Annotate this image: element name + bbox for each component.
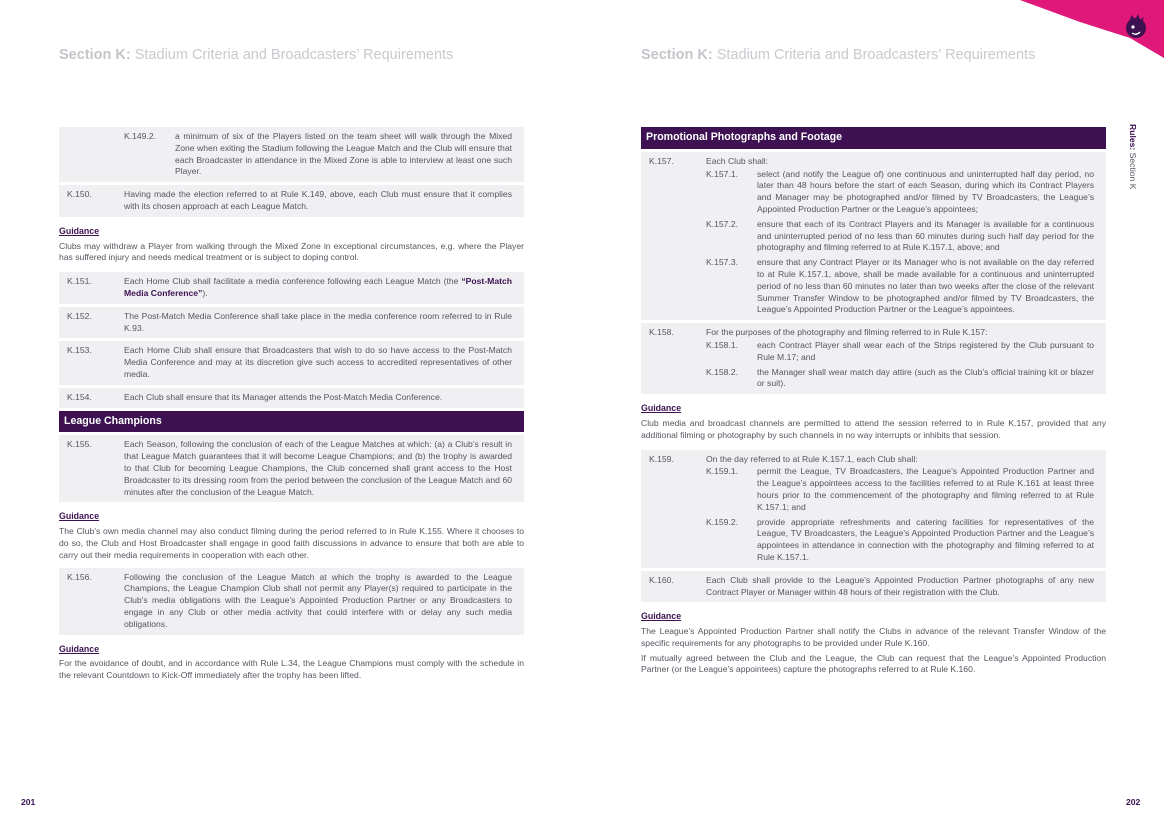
rule-k150: K.150. Having made the election referred to at Rule K.149, above, each Club must ensure that it complies with its chosen approach at each League Match. bbox=[59, 185, 524, 217]
rule-k154: K.154. Each Club shall ensure that its Manager attends the Post-Match Media Conference. bbox=[59, 388, 524, 408]
rule-k159: K.159. On the day referred to at Rule K.157.1, each Club shall: K.159.1. permit the League, TV Broadcasters, the League’s Appointed Production Partner and the League’s appointees access to the facilities referred to at Rule K.161 at least three hours prior to the commencement of the photography and filming referred to at Rule K.157.1; and K.159.2. provide appropriate refreshments and catering facilities for representatives of the League, TV Broadcasters, the League’s Appointed Production Partner and the League’s appointees in attendance in connection with the photography and filming referred to at Rule K.157.1. bbox=[641, 450, 1106, 568]
guidance-heading: Guidance bbox=[59, 225, 100, 236]
page-number-left: 201 bbox=[21, 797, 36, 807]
league-champions-header: League Champions bbox=[59, 411, 524, 433]
rule-k158: K.158. For the purposes of the photography and filming referred to in Rule K.157: K.158.1. each Contract Player shall wear each of the Strips registered by the Club pursuant to Rule M.17; and K.158.2. the Manager shall wear match day attire (such as the Club’s official training kit or blazer or suit). bbox=[641, 323, 1106, 394]
section-title-right: Section K: Stadium Criteria and Broadcasters’ Requirements bbox=[641, 47, 1036, 63]
side-label-rest: Section K bbox=[1128, 152, 1138, 190]
promo-header: Promotional Photographs and Footage bbox=[641, 127, 1106, 149]
guidance-text: The League’s Appointed Production Partner shall notify the Clubs in advance of the relevant Transfer Window of the specific requirements for any photographs to be provided under Rule K.160. bbox=[641, 626, 1106, 648]
side-label-bold: Rules: bbox=[1128, 124, 1138, 151]
rule-k149-2: K.149.2. a minimum of six of the Players listed on the team sheet will walk through the Mixed Zone when exiting the Stadium following the League Match and the Club will ensure that each Broadcaster in attendance in the Mixed Zone is able to interview at least one such Player. bbox=[59, 127, 524, 182]
guidance-text: Club media and broadcast channels are permitted to attend the session referred to in Rule K.157, provided that any additional filming or photography by such channels in no way interrupts or inhibits that session. bbox=[641, 417, 1106, 440]
right-content bbox=[641, 127, 1106, 679]
rule-k151: K.151. Each Home Club shall facilitate a media conference following each League Match (the “Post-Match Media Conference”). bbox=[59, 272, 524, 304]
rule-k156: K.156. Following the conclusion of the League Match at which the trophy is awarded to the League Champions, the League Champion Club shall not permit any Player(s) required to participate in the Club’s media obligations with the League’s Appointed Production Partner or any Broadcasters to engage in any Club or other media activity that could interfere with or delay any such media obligations. bbox=[59, 568, 524, 635]
left-content bbox=[59, 127, 524, 685]
guidance-text: For the avoidance of doubt, and in accordance with Rule L.34, the League Champions must comply with the schedule in the relevant Countdown to Kick-Off immediately after the trophy has been lifted. bbox=[59, 658, 524, 681]
guidance-text: If mutually agreed between the Club and the League, the Club can request that the League’s Appointed Production Partner (or the League’s appointees) capture the photographs referred to at Rule K.160. bbox=[641, 652, 1106, 675]
rule-k160: K.160. Each Club shall provide to the League’s Appointed Production Partner photographs of any new Contract Player or Manager within 48 hours of their registration with the Club. bbox=[641, 571, 1106, 603]
rule-k155: K.155. Each Season, following the conclusion of each of the League Matches at which: (a) a Club’s result in that League Match guarantees that it will become League Champions; and (b) the trophy is awarded to that Club for becoming League Champions, the Club concerned shall grant access to the Host Broadcaster to its dressing room from the period between the conclusion of the League Match and 60 minutes after the conclusion of the League Match. bbox=[59, 435, 524, 502]
guidance-text: The Club’s own media channel may also conduct filming during the period referred to in Rule K.155. Where it chooses to do so, the Club and Host Broadcaster shall engage in good faith discussions in advance to ensure that both are able to carry out their media requirements in cooperation with each other. bbox=[59, 526, 524, 560]
guidance-heading: Guidance bbox=[641, 403, 682, 414]
guidance-text: Clubs may withdraw a Player from walking through the Mixed Zone in exceptional circumstances, e.g. where the Player has suffered injury and needs medical treatment or is subject to doping control. bbox=[59, 240, 524, 263]
guidance-heading: Guidance bbox=[59, 511, 100, 522]
guidance-heading: Guidance bbox=[59, 643, 100, 654]
right-page bbox=[582, 0, 1164, 826]
guidance-heading: Guidance bbox=[641, 611, 682, 622]
page-number-right: 202 bbox=[1126, 797, 1141, 807]
rule-k153: K.153. Each Home Club shall ensure that Broadcasters that wish to do so have access to the Post-Match Media Conference and may at its discretion give such access to accredited representatives of other media. bbox=[59, 341, 524, 384]
rule-k152: K.152. The Post-Match Media Conference shall take place in the media conference room referred to in Rule K.93. bbox=[59, 307, 524, 339]
section-title-left: Section K: Stadium Criteria and Broadcasters’ Requirements bbox=[59, 47, 454, 63]
rule-k157: K.157. Each Club shall: K.157.1. select (and notify the League of) one continuous and uninterrupted half day period, no later than 48 hours before the start of each Season, during which its Contract Players and Manager may be photographed and/or filmed by TV Broadcasters, the League’s Appointed Production Partner or the League’s appointees; K.157.2. ensure that each of its Contract Players and its Manager is available for a continuous and uninterrupted period of no less than 60 minutes during such half day period for the photography and filming referred to at Rule K.157.1, above; and K.157.3. ensure that any Contract Player or its Manager who is not available on the day referred to at Rule K.157.1, above, shall be made available for a continuous and uninterrupted period of no less than 60 minutes no later than two weeks after the close of the relevant Summer Transfer Window to be photographed and/or filmed by TV Broadcasters, the League’s Appointed Production Partner or the League’s appointees. bbox=[641, 152, 1106, 320]
